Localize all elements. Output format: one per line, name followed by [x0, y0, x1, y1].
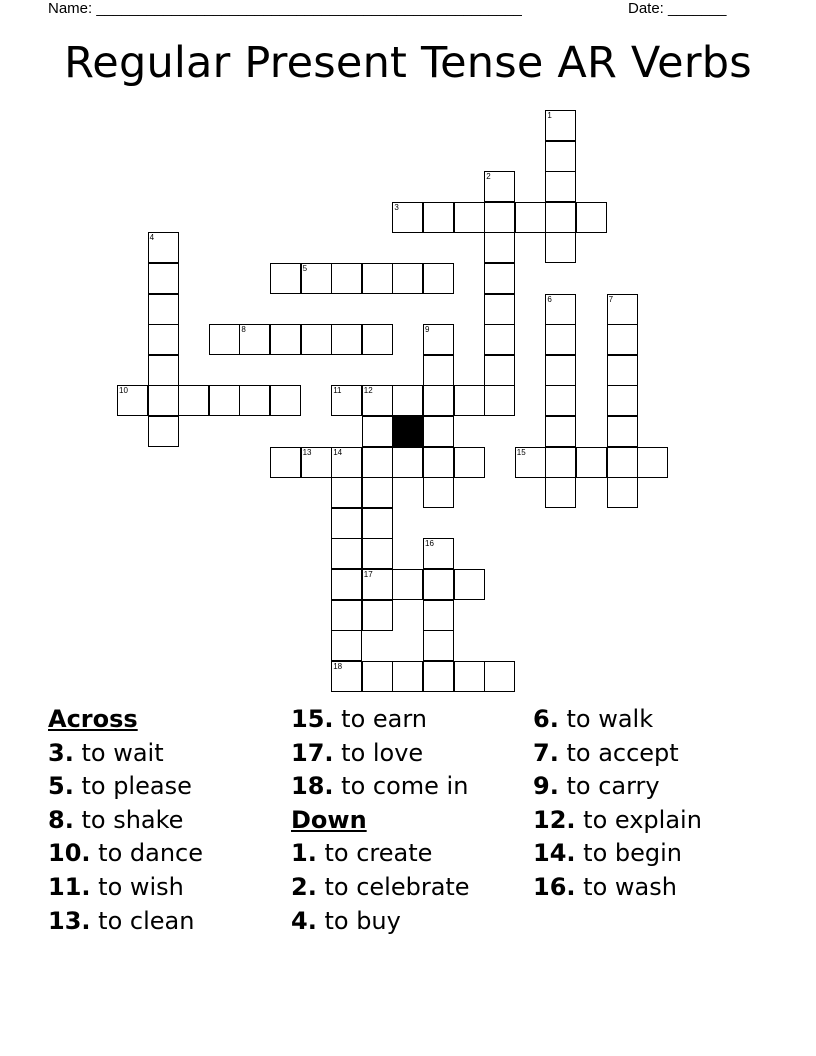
clue-down-7: 7. to accept	[533, 738, 679, 767]
clue-down-16: 16. to wash	[533, 872, 677, 901]
crossword-cell[interactable]	[331, 385, 362, 416]
crossword-cell[interactable]	[362, 263, 393, 294]
clue-number: 11	[333, 386, 342, 396]
clue-number: 18	[333, 661, 343, 671]
crossword-cell[interactable]	[607, 447, 638, 478]
crossword-cell[interactable]	[117, 385, 148, 416]
clue-number: 13	[302, 447, 312, 457]
crossword-cell[interactable]	[423, 447, 454, 478]
crossword-cell[interactable]	[392, 447, 423, 478]
crossword-cell[interactable]	[515, 202, 546, 233]
crossword-cell[interactable]	[454, 385, 485, 416]
crossword-cell[interactable]	[576, 202, 607, 233]
crossword-cell[interactable]	[331, 477, 362, 508]
crossword-cell[interactable]	[545, 171, 576, 202]
crossword-cell[interactable]	[301, 324, 332, 355]
clue-down-6: 6. to walk	[533, 705, 654, 733]
crossword-cell[interactable]	[209, 324, 240, 355]
crossword-cell[interactable]	[484, 263, 515, 294]
clue-number: 8	[241, 325, 246, 335]
crossword-cell[interactable]	[515, 447, 546, 478]
crossword-cell[interactable]	[484, 294, 515, 325]
clue-number: 15	[516, 447, 526, 457]
crossword-cell[interactable]	[484, 171, 515, 202]
crossword-cell[interactable]	[545, 294, 576, 325]
crossword-cell[interactable]	[423, 202, 454, 233]
crossword-cell[interactable]	[423, 416, 454, 447]
crossword-cell[interactable]	[545, 110, 576, 141]
crossword-cell[interactable]	[148, 263, 179, 294]
clue-down-2: 2. to celebrate	[291, 872, 470, 901]
crossword-cell[interactable]	[270, 263, 301, 294]
clue-across-3: 3. to wait	[48, 738, 164, 767]
down-header: Down	[291, 805, 367, 834]
clue-number: 10	[119, 386, 128, 396]
clue-across-17: 17. to love	[291, 738, 424, 767]
crossword-cell[interactable]	[392, 263, 423, 294]
clue-down-4: 4. to buy	[291, 906, 401, 935]
crossword-cell[interactable]	[545, 141, 576, 172]
clue-number: 4	[149, 233, 155, 243]
crossword-cell[interactable]	[148, 355, 179, 386]
crossword-cell[interactable]	[239, 324, 270, 355]
crossword-cell[interactable]	[545, 202, 576, 233]
crossword-cell[interactable]	[239, 385, 270, 416]
crossword-cell[interactable]	[484, 232, 515, 263]
crossword-cell[interactable]	[423, 385, 454, 416]
crossword-cell[interactable]	[607, 385, 638, 416]
clue-number: 14	[333, 447, 343, 457]
name-field-label: Name: ___________________________________________________	[48, 0, 522, 17]
crossword-cell[interactable]	[270, 385, 301, 416]
crossword-cell[interactable]	[392, 661, 423, 692]
crossword-cell[interactable]	[607, 294, 638, 325]
clue-number: 5	[302, 264, 308, 273]
crossword-cell[interactable]	[607, 324, 638, 355]
clue-column-1	[48, 703, 203, 938]
crossword-cell[interactable]	[331, 447, 362, 478]
crossword-cell[interactable]	[331, 263, 362, 294]
crossword-cell[interactable]	[545, 477, 576, 508]
page-title: Regular Present Tense AR Verbs	[64, 38, 752, 88]
crossword-cell[interactable]	[362, 385, 393, 416]
date-field-label: Date: _______	[628, 0, 727, 17]
clue-across-8: 8. to shake	[48, 805, 184, 834]
clue-number: 12	[363, 386, 373, 396]
crossword-cell[interactable]	[331, 630, 362, 661]
crossword-cell[interactable]	[545, 232, 576, 263]
crossword-cell[interactable]	[362, 477, 393, 508]
clue-number: 1	[547, 111, 552, 120]
clue-across-5: 5. to please	[48, 772, 192, 801]
crossword-cell[interactable]	[270, 447, 301, 478]
crossword-cell[interactable]	[331, 508, 362, 539]
clue-number: 3	[394, 202, 399, 212]
crossword-cell[interactable]	[301, 263, 332, 294]
crossword-cell[interactable]	[209, 385, 240, 416]
crossword-cell[interactable]	[607, 477, 638, 508]
crossword-cell[interactable]	[545, 324, 576, 355]
crossword-cell[interactable]	[148, 294, 179, 325]
crossword-cell[interactable]	[331, 569, 362, 600]
crossword-cell[interactable]	[454, 661, 485, 692]
clue-across-18: 18. to come in	[291, 772, 469, 801]
crossword-cell[interactable]	[362, 447, 393, 478]
clue-down-9: 9. to carry	[533, 772, 660, 801]
crossword-block-cell	[392, 416, 423, 447]
crossword-cell[interactable]	[362, 508, 393, 539]
crossword-cell[interactable]	[423, 569, 454, 600]
clue-across-10: 10. to dance	[48, 839, 203, 868]
clue-column-3	[533, 703, 702, 905]
crossword-cell[interactable]	[484, 385, 515, 416]
crossword-cell[interactable]	[331, 661, 362, 692]
crossword-cell[interactable]	[331, 538, 362, 569]
clue-number: 17	[363, 570, 373, 579]
crossword-cell[interactable]	[148, 385, 179, 416]
clue-number: 2	[486, 172, 491, 182]
across-header: Across	[48, 705, 138, 733]
clue-across-11: 11. to wish	[48, 872, 184, 901]
clue-number: 9	[425, 325, 430, 335]
clue-down-12: 12. to explain	[533, 805, 702, 834]
crossword-cell[interactable]	[484, 324, 515, 355]
crossword-cell[interactable]	[423, 600, 454, 631]
crossword-cell[interactable]	[178, 385, 209, 416]
crossword-cell[interactable]	[148, 416, 179, 447]
crossword-cell[interactable]	[362, 569, 393, 600]
crossword-cell[interactable]	[362, 600, 393, 631]
crossword-cell[interactable]	[423, 661, 454, 692]
crossword-cell[interactable]	[484, 661, 515, 692]
crossword-cell[interactable]	[484, 355, 515, 386]
crossword-cell[interactable]	[362, 538, 393, 569]
crossword-cell[interactable]	[576, 447, 607, 478]
crossword-cell[interactable]	[392, 385, 423, 416]
crossword-cell[interactable]	[423, 263, 454, 294]
crossword-cell[interactable]	[392, 202, 423, 233]
crossword-cell[interactable]	[637, 447, 668, 478]
clue-number: 16	[425, 539, 434, 549]
clue-number: 7	[608, 294, 614, 304]
crossword-cell[interactable]	[607, 355, 638, 386]
crossword-cell[interactable]	[392, 569, 423, 600]
crossword-cell[interactable]	[545, 355, 576, 386]
crossword-cell[interactable]	[423, 477, 454, 508]
crossword-cell[interactable]	[331, 600, 362, 631]
crossword-cell[interactable]	[423, 630, 454, 661]
crossword-cell[interactable]	[362, 324, 393, 355]
crossword-cell[interactable]	[423, 355, 454, 386]
crossword-cell[interactable]	[301, 447, 332, 478]
crossword-cell[interactable]	[484, 202, 515, 233]
crossword-cell[interactable]	[454, 447, 485, 478]
clue-down-14: 14. to begin	[533, 839, 682, 868]
clue-column-2	[291, 703, 470, 938]
clue-number: 6	[547, 294, 552, 304]
clue-across-15: 15. to earn	[291, 705, 428, 733]
crossword-cell[interactable]	[454, 569, 485, 600]
crossword-cell[interactable]	[362, 416, 393, 447]
crossword-cell[interactable]	[607, 416, 638, 447]
crossword-cell[interactable]	[454, 202, 485, 233]
crossword-cell[interactable]	[423, 538, 454, 569]
crossword-cell[interactable]	[362, 661, 393, 692]
crossword-cell[interactable]	[545, 385, 576, 416]
crossword-cell[interactable]	[148, 232, 179, 263]
clue-down-1: 1. to create	[291, 839, 433, 868]
crossword-cell[interactable]	[545, 416, 576, 447]
crossword-cell[interactable]	[545, 447, 576, 478]
crossword-cell[interactable]	[331, 324, 362, 355]
clue-across-13: 13. to clean	[48, 906, 195, 935]
crossword-cell[interactable]	[148, 324, 179, 355]
crossword-cell[interactable]	[423, 324, 454, 355]
crossword-cell[interactable]	[270, 324, 301, 355]
